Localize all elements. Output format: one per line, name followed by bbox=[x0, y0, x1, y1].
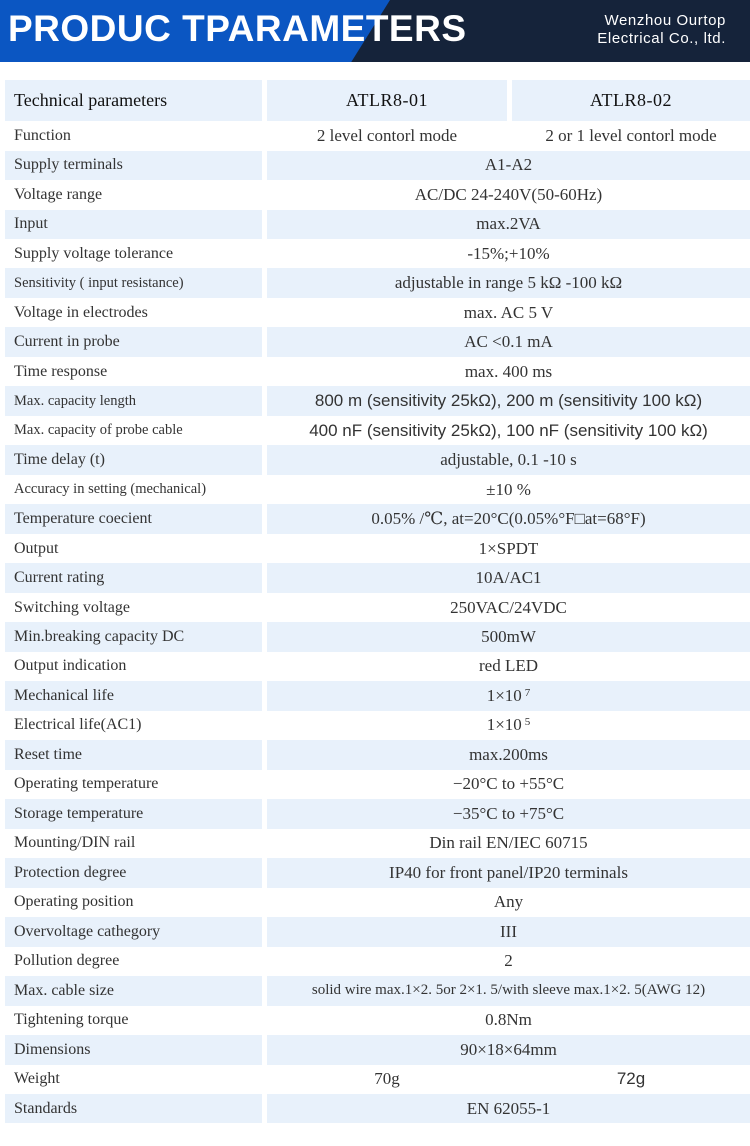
table-row bbox=[5, 976, 750, 1005]
table-row bbox=[5, 947, 750, 976]
header-model-1: ATLR8-01 bbox=[267, 80, 507, 121]
row-value: adjustable, 0.1 -10 s bbox=[267, 445, 750, 474]
row-value: 250VAC/24VDC bbox=[267, 593, 750, 622]
table-row bbox=[5, 1006, 750, 1035]
value-base: 1×10 bbox=[486, 715, 522, 735]
value-exponent: 7 bbox=[524, 686, 531, 699]
table-row bbox=[5, 799, 750, 828]
row-value: −20°C to +55°C bbox=[267, 770, 750, 799]
row-value: 0.05% /℃, at=20°C(0.05%°F□at=68°F) bbox=[267, 504, 750, 533]
row-label: Max. capacity length bbox=[5, 386, 262, 415]
row-value: 2 bbox=[267, 947, 750, 976]
table-row bbox=[5, 357, 750, 386]
row-label: Operating temperature bbox=[5, 770, 262, 799]
row-label: Mounting/DIN rail bbox=[5, 829, 262, 858]
row-value: AC/DC 24-240V(50-60Hz) bbox=[267, 180, 750, 209]
row-value: EN 62055-1 bbox=[267, 1094, 750, 1123]
page-title: PRODUC TPARAMETERS bbox=[8, 8, 467, 49]
row-value: III bbox=[267, 917, 750, 946]
table-row bbox=[5, 268, 750, 297]
row-label: Output bbox=[5, 534, 262, 563]
table-row bbox=[5, 563, 750, 592]
page-header bbox=[0, 0, 750, 62]
row-label: Sensitivity ( input resistance) bbox=[5, 268, 262, 297]
row-value: -15%;+10% bbox=[267, 239, 750, 268]
table-row bbox=[5, 327, 750, 356]
row-label: Overvoltage cathegory bbox=[5, 917, 262, 946]
table-row bbox=[5, 1035, 750, 1064]
row-label: Supply terminals bbox=[5, 151, 262, 180]
row-value-model-1: 70g bbox=[267, 1065, 507, 1094]
company-line-1: Wenzhou Ourtop bbox=[604, 12, 726, 29]
row-value: max.2VA bbox=[267, 210, 750, 239]
row-label: Dimensions bbox=[5, 1035, 262, 1064]
table-row bbox=[5, 445, 750, 474]
row-value: AC <0.1 mA bbox=[267, 327, 750, 356]
row-value: 800 m (sensitivity 25kΩ), 200 m (sensitivity 100 kΩ) bbox=[267, 386, 750, 415]
row-value: max. 400 ms bbox=[267, 357, 750, 386]
row-label: Voltage in electrodes bbox=[5, 298, 262, 327]
table-row bbox=[5, 151, 750, 180]
table-row bbox=[5, 681, 750, 710]
row-label: Min.breaking capacity DC bbox=[5, 622, 262, 651]
table-row bbox=[5, 888, 750, 917]
row-value: 500mW bbox=[267, 622, 750, 651]
row-label: Protection degree bbox=[5, 858, 262, 887]
row-value: red LED bbox=[267, 652, 750, 681]
table-row bbox=[5, 858, 750, 887]
table-row bbox=[5, 416, 750, 445]
row-label: Standards bbox=[5, 1094, 262, 1123]
table-row bbox=[5, 210, 750, 239]
row-label: Mechanical life bbox=[5, 681, 262, 710]
row-label: Input bbox=[5, 210, 262, 239]
value-exponent: 5 bbox=[524, 716, 531, 729]
row-value bbox=[267, 681, 750, 710]
row-label: Electrical life(AC1) bbox=[5, 711, 262, 740]
row-label: Operating position bbox=[5, 888, 262, 917]
row-value: 90×18×64mm bbox=[267, 1035, 750, 1064]
row-value-model-2: 2 or 1 level contorl mode bbox=[512, 121, 750, 150]
table-row bbox=[5, 622, 750, 651]
company-name bbox=[597, 12, 726, 48]
row-value-model-2: 72g bbox=[512, 1065, 750, 1094]
row-label: Voltage range bbox=[5, 180, 262, 209]
row-label: Time delay (t) bbox=[5, 445, 262, 474]
row-label: Supply voltage tolerance bbox=[5, 239, 262, 268]
row-value: ±10 % bbox=[267, 475, 750, 504]
row-value: max. AC 5 V bbox=[267, 298, 750, 327]
row-value: adjustable in range 5 kΩ -100 kΩ bbox=[267, 268, 750, 297]
value-base: 1×10 bbox=[486, 685, 522, 705]
parameters-table bbox=[5, 80, 750, 1124]
table-row bbox=[5, 239, 750, 268]
row-value: max.200ms bbox=[267, 740, 750, 769]
row-label: Output indication bbox=[5, 652, 262, 681]
row-label: Tightening torque bbox=[5, 1006, 262, 1035]
row-label: Temperature coecient bbox=[5, 504, 262, 533]
row-label: Pollution degree bbox=[5, 947, 262, 976]
row-label: Weight bbox=[5, 1065, 262, 1094]
row-value: 10A/AC1 bbox=[267, 563, 750, 592]
table-row bbox=[5, 917, 750, 946]
row-value: solid wire max.1×2. 5or 2×1. 5/with sleeve max.1×2. 5(AWG 12) bbox=[267, 976, 750, 1005]
table-row bbox=[5, 386, 750, 415]
row-value: 1×SPDT bbox=[267, 534, 750, 563]
row-value: 400 nF (sensitivity 25kΩ), 100 nF (sensitivity 100 kΩ) bbox=[267, 416, 750, 445]
row-label: Accuracy in setting (mechanical) bbox=[5, 475, 262, 504]
row-value: Any bbox=[267, 888, 750, 917]
row-value-model-1: 2 level contorl mode bbox=[267, 121, 507, 150]
row-label: Max. cable size bbox=[5, 976, 262, 1005]
table-row bbox=[5, 829, 750, 858]
table-row bbox=[5, 298, 750, 327]
row-label: Max. capacity of probe cable bbox=[5, 416, 262, 445]
row-label: Current rating bbox=[5, 563, 262, 592]
row-value: A1-A2 bbox=[267, 151, 750, 180]
row-label: Time response bbox=[5, 357, 262, 386]
row-value: IP40 for front panel/IP20 terminals bbox=[267, 858, 750, 887]
table-row bbox=[5, 121, 750, 150]
table-row bbox=[5, 180, 750, 209]
table-row bbox=[5, 593, 750, 622]
row-label: Storage temperature bbox=[5, 799, 262, 828]
row-value: 0.8Nm bbox=[267, 1006, 750, 1035]
table-row bbox=[5, 770, 750, 799]
company-line-2: Electrical Co., ltd. bbox=[597, 30, 726, 47]
table-row bbox=[5, 740, 750, 769]
row-value bbox=[267, 711, 750, 740]
table-row bbox=[5, 534, 750, 563]
table-header-row bbox=[5, 80, 750, 121]
table-row bbox=[5, 711, 750, 740]
table-row bbox=[5, 504, 750, 533]
header-param: Technical parameters bbox=[5, 80, 262, 121]
row-label: Switching voltage bbox=[5, 593, 262, 622]
row-value: Din rail EN/IEC 60715 bbox=[267, 829, 750, 858]
table-row bbox=[5, 1094, 750, 1123]
row-label: Function bbox=[5, 121, 262, 150]
table-row bbox=[5, 1065, 750, 1094]
row-label: Reset time bbox=[5, 740, 262, 769]
table-row bbox=[5, 652, 750, 681]
row-value: −35°C to +75°C bbox=[267, 799, 750, 828]
table-row bbox=[5, 475, 750, 504]
header-model-2: ATLR8-02 bbox=[512, 80, 750, 121]
row-label: Current in probe bbox=[5, 327, 262, 356]
